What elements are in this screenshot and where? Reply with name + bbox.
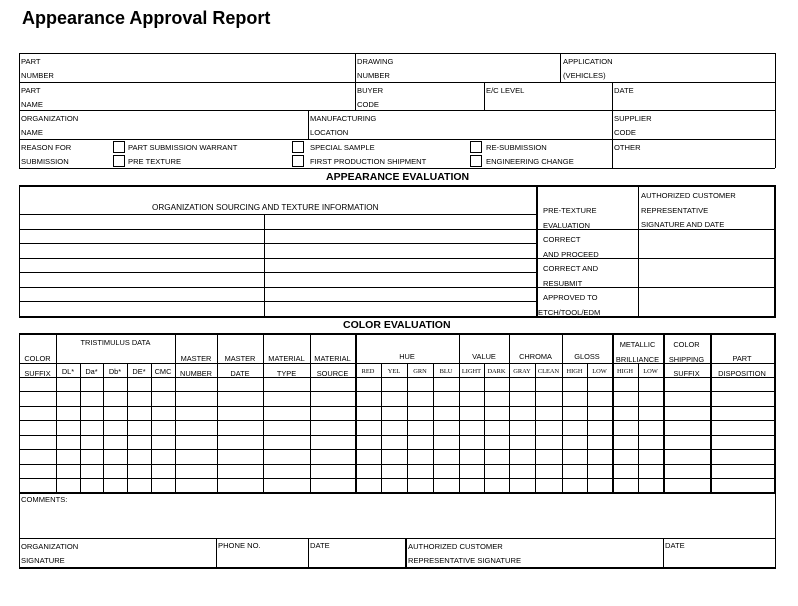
rule	[19, 229, 536, 230]
gloss-high-header: HIGH	[566, 368, 583, 375]
hue-red-header: RED	[361, 368, 375, 375]
rule	[216, 538, 217, 567]
rule	[264, 214, 265, 316]
rule	[19, 185, 20, 316]
color-shipping-suffix-header: COLOR SHIPPING SUFFIX	[668, 340, 705, 378]
rule	[127, 363, 128, 493]
organization-signature-label: ORGANIZATION SIGNATURE	[21, 542, 79, 565]
checkbox-label: RE-SUBMISSION	[486, 143, 547, 152]
first-production-shipment-checkbox[interactable]	[292, 155, 304, 167]
rule	[560, 53, 561, 82]
da-header: Da*	[85, 367, 98, 376]
metallic-brilliance-header: METALLIC BRILLIANCE	[615, 340, 660, 364]
rule	[19, 272, 536, 273]
supplier-code-label: SUPPLIER CODE	[614, 114, 652, 137]
rule	[407, 363, 408, 493]
authorized-rep-signature-label: AUTHORIZED CUSTOMER REPRESENTATIVE SIGNATURE AND DATE	[641, 191, 736, 229]
rule	[80, 363, 81, 493]
dl-header: DL*	[61, 367, 75, 376]
rule	[638, 185, 639, 316]
metallic-high-header: HIGH	[617, 368, 633, 375]
signature-date-label: DATE	[310, 541, 330, 550]
rule	[19, 185, 776, 187]
rule	[484, 363, 485, 493]
rule	[774, 185, 776, 316]
rule	[355, 53, 356, 82]
rule	[19, 243, 536, 244]
material-source-header: MATERIAL SOURCE	[314, 354, 351, 378]
part-disposition-header: PART DISPOSITION	[718, 354, 766, 378]
phone-number-label: PHONE NO.	[218, 541, 261, 550]
sourcing-texture-heading: ORGANIZATION SOURCING AND TEXTURE INFORMATION	[152, 203, 379, 212]
reason-for-submission-label: REASON FOR SUBMISSION	[21, 143, 72, 166]
checkbox-label: PRE TEXTURE	[128, 157, 182, 166]
cmc-header: CMC	[154, 367, 172, 376]
rule	[103, 363, 104, 493]
rule	[638, 363, 639, 493]
organization-name-label: ORGANIZATION NAME	[21, 114, 79, 137]
correct-and-resubmit-label: CORRECT AND RESUBMIT	[543, 264, 599, 288]
rule	[19, 110, 775, 111]
master-date-header: MASTER DATE	[224, 354, 256, 378]
rule	[19, 301, 536, 302]
authorized-rep-signature-field-label: AUTHORIZED CUSTOMER REPRESENTATIVE SIGNATURE	[408, 542, 522, 565]
db-header: Db*	[108, 367, 122, 376]
hue-header: HUE	[399, 352, 415, 361]
color-evaluation-heading: COLOR EVALUATION	[343, 319, 451, 331]
comments-label: COMMENTS:	[21, 495, 68, 504]
rule	[381, 363, 382, 493]
rule	[19, 492, 20, 568]
drawing-number-label: DRAWING NUMBER	[357, 57, 394, 80]
rule	[19, 316, 776, 318]
rule	[612, 110, 613, 139]
rule	[19, 287, 776, 288]
approved-to-etch-label: APPROVED TO ETCH/TOOL/EDM	[538, 293, 601, 317]
correct-and-proceed-label: CORRECT AND PROCEED	[543, 235, 599, 259]
checkbox-label: PART SUBMISSION WARRANT	[128, 143, 238, 152]
application-label: APPLICATION (VEHICLES)	[563, 57, 613, 80]
rule	[19, 53, 20, 168]
rule	[535, 363, 536, 493]
metallic-low-header: LOW	[643, 368, 658, 375]
rule	[19, 258, 776, 259]
rule	[612, 82, 613, 110]
master-number-header: MASTER NUMBER	[179, 354, 213, 378]
manufacturing-location-label: MANUFACTURING LOCATION	[310, 114, 377, 137]
rule	[484, 82, 485, 110]
rule	[587, 363, 588, 493]
other-label: OTHER	[614, 143, 641, 152]
checkbox-label: FIRST PRODUCTION SHIPMENT	[310, 157, 427, 166]
chroma-gray-header: GRAY	[513, 368, 531, 375]
hue-grn-header: GRN	[413, 368, 427, 375]
pre-texture-evaluation-label: PRE-TEXTURE EVALUATION	[543, 206, 597, 230]
rule	[56, 333, 57, 493]
hue-yel-header: YEL	[387, 368, 401, 375]
rule	[663, 538, 664, 567]
appearance-evaluation-heading: APPEARANCE EVALUATION	[326, 171, 470, 183]
gloss-header: GLOSS	[574, 352, 600, 361]
pre-texture-checkbox[interactable]	[113, 155, 125, 167]
rule	[775, 53, 776, 168]
special-sample-checkbox[interactable]	[292, 141, 304, 153]
rule	[775, 492, 776, 568]
rule	[355, 82, 356, 110]
chroma-header: CHROMA	[519, 352, 552, 361]
chroma-clean-header: CLEAN	[537, 368, 560, 375]
color-suffix-header: COLOR SUFFIX	[24, 354, 51, 378]
rep-date-label: DATE	[665, 541, 685, 550]
rule	[19, 82, 775, 83]
checkbox-label: ENGINEERING CHANGE	[486, 157, 574, 166]
rule	[19, 53, 775, 54]
page-title: Appearance Approval Report	[22, 8, 271, 28]
value-header: VALUE	[472, 352, 496, 361]
rule	[405, 538, 407, 567]
date-label: DATE	[614, 86, 634, 95]
value-dark-header: DARK	[487, 368, 506, 375]
de-header: DE*	[132, 367, 146, 376]
rule	[151, 363, 152, 493]
rule	[19, 139, 775, 140]
gloss-low-header: LOW	[592, 368, 607, 375]
engineering-change-checkbox[interactable]	[470, 155, 482, 167]
rule	[612, 139, 613, 168]
rule	[19, 538, 775, 539]
buyer-code-label: BUYER CODE	[357, 86, 384, 109]
material-type-header: MATERIAL TYPE	[268, 354, 305, 378]
part-name-label: PART NAME	[21, 86, 43, 109]
rule	[19, 214, 536, 215]
part-submission-warrant-checkbox[interactable]	[113, 141, 125, 153]
rule	[19, 567, 776, 569]
rule	[19, 168, 775, 169]
ec-level-label: E/C LEVEL	[486, 86, 525, 95]
hue-blu-header: BLU	[439, 368, 453, 375]
part-number-label: PART NUMBER	[21, 57, 54, 80]
tristimulus-data-header: TRISTIMULUS DATA	[80, 338, 151, 347]
value-light-header: LIGHT	[461, 368, 482, 375]
rule	[774, 333, 776, 493]
rule	[433, 363, 434, 493]
rule	[308, 538, 309, 567]
re-submission-checkbox[interactable]	[470, 141, 482, 153]
rule	[308, 110, 309, 139]
checkbox-label: SPECIAL SAMPLE	[310, 143, 375, 152]
